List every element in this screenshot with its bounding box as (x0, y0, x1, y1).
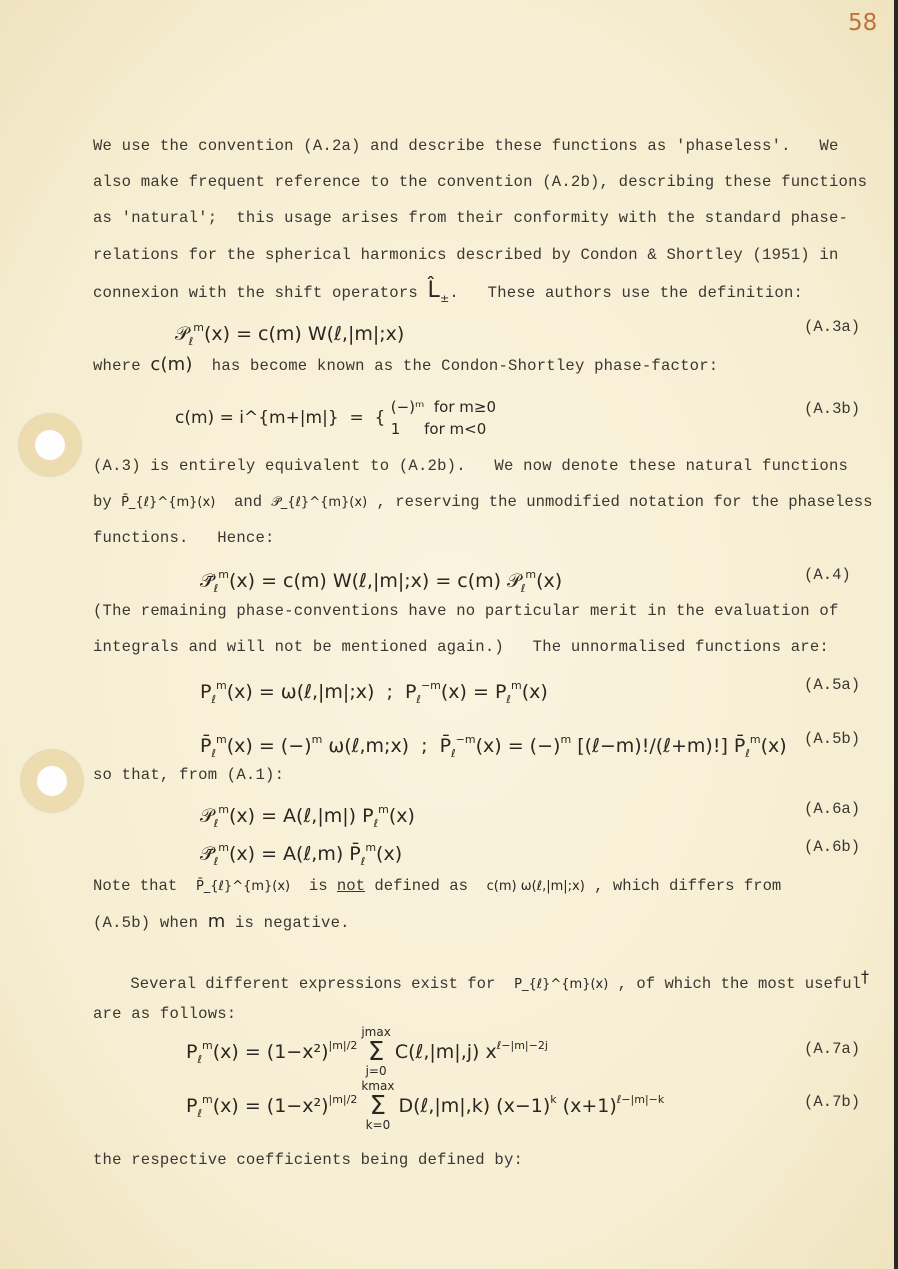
page-number: 58 (848, 10, 878, 36)
superscript: −m (420, 679, 441, 692)
equation-lhs (186, 1038, 358, 1066)
equation-lhs: c(m) = i^{m+|m|} = { (175, 408, 386, 428)
superscript: m (218, 568, 229, 581)
math-text: (x) (388, 805, 415, 827)
subscript: ℓ (211, 693, 217, 706)
equation-rhs (398, 1092, 665, 1117)
math-text: ω(ℓ,m;x) ; P̄ (322, 735, 452, 757)
text-line: integrals and will not be mentioned again.) The unnormalised functions are: (93, 638, 829, 656)
equation-label: (A.7a) (804, 1040, 861, 1058)
equation-label: (A.5b) (804, 730, 861, 748)
superscript: k (550, 1092, 557, 1106)
math-text: (x+1) (556, 1094, 617, 1117)
text: is (290, 877, 337, 895)
text: defined as (365, 877, 487, 895)
page-edge (894, 0, 898, 1269)
superscript: ℓ−|m|−2j (496, 1038, 548, 1052)
text-line: (The remaining phase-conventions have no particular merit in the evaluation of (93, 602, 839, 620)
punch-hole (21, 750, 83, 812)
equation-label: (A.5a) (804, 676, 861, 694)
superscript: m (216, 733, 227, 746)
math-text: (x) = A(ℓ,|m|) P (228, 805, 374, 827)
text-line (93, 876, 781, 897)
equation-a7a (186, 1026, 548, 1078)
text-line: as 'natural'; this usage arises from their conformity with the standard phase- (93, 209, 849, 227)
math-text: P (186, 1040, 198, 1063)
subscript: ℓ (211, 747, 217, 760)
equation-rhs (394, 1038, 548, 1063)
math-symbol: P̄_{ℓ}^{m}(x) (121, 495, 216, 510)
text-line: relations for the spherical harmonics described by Condon & Shortley (1951) in (93, 246, 839, 264)
superscript: m (560, 733, 572, 746)
math-text: (x) = P (440, 681, 507, 703)
subscript: ℓ (197, 1052, 203, 1066)
text-line: the respective coefficients being defined by: (93, 1151, 524, 1169)
math-text: P̄ (200, 735, 212, 757)
superscript: m (202, 1038, 213, 1052)
math-text: (x) (521, 681, 548, 703)
math-text: 𝒫̄ (200, 843, 214, 865)
math-text: 𝒫 (175, 323, 189, 345)
equation-label: (A.3a) (804, 318, 861, 336)
text: connexion with the shift operators (93, 284, 428, 302)
shift-operator (428, 278, 450, 303)
text-line: We use the convention (A.2a) and describe these functions as 'phaseless'. We (93, 137, 839, 155)
text-line: (A.3) is entirely equivalent to (A.2b). We now denote these natural functions (93, 457, 849, 475)
cases (391, 396, 496, 440)
superscript: m (378, 803, 389, 816)
equation-label: (A.7b) (804, 1093, 861, 1111)
equation-label: (A.4) (804, 566, 851, 584)
subscript: ℓ (213, 855, 219, 868)
sum-lower: k=0 (365, 1118, 391, 1132)
superscript: m (218, 803, 229, 816)
equation-a4 (200, 563, 562, 601)
text: has become known as the Condon-Shortley phase-factor: (192, 357, 719, 375)
math-symbol: 𝒫̄_{ℓ}^{m}(x) (271, 495, 368, 510)
equation-a5b (200, 728, 787, 766)
sigma-icon: Σ (369, 1091, 387, 1121)
operator-symbol: L̂ (427, 278, 440, 303)
sum-upper: kmax (361, 1079, 395, 1093)
subscript: ℓ (360, 855, 366, 868)
math-text: [(ℓ−m)!/(ℓ+m)!] P̄ (571, 735, 746, 757)
text: , reserving the unmodified notation for the phaseless (367, 493, 873, 511)
superscript: |m|/2 (328, 1038, 358, 1052)
subscript: ℓ (197, 1106, 203, 1120)
superscript: m (365, 841, 377, 854)
superscript: m (525, 568, 537, 581)
operator-subscript: ± (440, 292, 450, 305)
math-text: P (200, 681, 212, 703)
text: , of which the most useful (608, 975, 861, 994)
text: is negative. (225, 914, 350, 932)
equation-label: (A.6a) (804, 800, 861, 818)
math-text: (x) = c(m) W(ℓ,|m|;x) (203, 323, 405, 345)
text: by (93, 493, 122, 511)
equation-lhs (186, 1092, 358, 1120)
math-text: (x) (376, 843, 403, 865)
math-text: 𝒫̄ (200, 570, 214, 592)
subscript: ℓ (416, 693, 421, 706)
sum-upper: jmax (361, 1025, 391, 1039)
text: Several different expressions exist for (93, 975, 515, 994)
subscript: ℓ (213, 582, 219, 595)
equation-a3b (175, 396, 496, 440)
punch-hole (19, 414, 81, 476)
subscript: ℓ (213, 817, 219, 830)
superscript: |m|/2 (328, 1092, 358, 1106)
text: (A.5b) when (93, 914, 208, 932)
equation-a7b (186, 1080, 664, 1132)
text-line: are as follows: (93, 1005, 237, 1023)
equation-a6b (200, 836, 402, 874)
equation-label: (A.3b) (804, 400, 861, 418)
case-1: (−)ᵐ for m≥0 (390, 398, 497, 416)
subscript: ℓ (506, 693, 511, 706)
summation (361, 1026, 390, 1078)
text: where (93, 357, 151, 375)
math-text: (x) = c(m) W(ℓ,|m|;x) = c(m) 𝒫 (228, 570, 521, 592)
math-text: D(ℓ,|m|,k) (x−1) (398, 1094, 551, 1117)
math-text: (x) = ω(ℓ,|m|;x) ; P (226, 681, 417, 703)
subscript: ℓ (745, 747, 750, 760)
footnote-dagger: † (860, 967, 869, 986)
math-text: C(ℓ,|m|,j) x (394, 1040, 497, 1063)
text: , which differs from (584, 877, 782, 895)
text-line (93, 278, 804, 309)
math-text: (x) = A(ℓ,m) P̄ (228, 843, 361, 865)
math-text: P (186, 1094, 198, 1117)
text-line (93, 967, 869, 995)
math-symbol: c(m) ω(ℓ,|m|;x) (486, 879, 585, 894)
math-text: (x) = (1−x²) (212, 1094, 329, 1117)
superscript: −m (455, 733, 476, 746)
equation-a6a (200, 798, 415, 836)
superscript: m (193, 321, 204, 334)
equation-a5a (200, 674, 548, 712)
text-line: also make frequent reference to the convention (A.2b), describing these functions (93, 173, 868, 191)
subscript: ℓ (188, 335, 194, 348)
math-symbol: c(m) (150, 354, 193, 375)
math-text: (x) = (1−x²) (212, 1040, 329, 1063)
math-text: (x) (536, 570, 563, 592)
text-line (93, 912, 350, 933)
superscript: m (749, 733, 761, 746)
math-text: (x) (760, 735, 787, 757)
text-line (93, 355, 718, 376)
superscript: m (216, 679, 227, 692)
superscript: m (202, 1092, 213, 1106)
text: . These authors use the definition: (449, 284, 804, 302)
subscript: ℓ (520, 582, 526, 595)
sigma-icon: Σ (367, 1037, 385, 1067)
text: and (215, 493, 272, 511)
math-symbol: P̄_{ℓ}^{m}(x) (195, 879, 291, 894)
math-symbol: m (207, 911, 226, 932)
emphasis-not: not (336, 877, 365, 895)
superscript: m (510, 679, 522, 692)
math-text: (x) = (−) (475, 735, 561, 757)
equation-label: (A.6b) (804, 838, 861, 856)
text-line: functions. Hence: (93, 529, 275, 547)
math-symbol: P_{ℓ}^{m}(x) (514, 977, 609, 993)
case-2: 1 for m<0 (390, 420, 487, 438)
text-line: so that, from (A.1): (93, 766, 285, 784)
math-text: 𝒫 (200, 805, 214, 827)
subscript: ℓ (451, 747, 456, 760)
superscript: ℓ−|m|−k (616, 1092, 665, 1106)
sum-lower: j=0 (365, 1064, 387, 1078)
subscript: ℓ (373, 817, 379, 830)
text-line (93, 492, 872, 513)
superscript: m (218, 841, 229, 854)
summation (361, 1080, 394, 1132)
text: Note that (93, 877, 196, 895)
math-text: (x) = (−) (226, 735, 312, 757)
superscript: m (311, 733, 323, 746)
equation-a3a (175, 316, 404, 354)
